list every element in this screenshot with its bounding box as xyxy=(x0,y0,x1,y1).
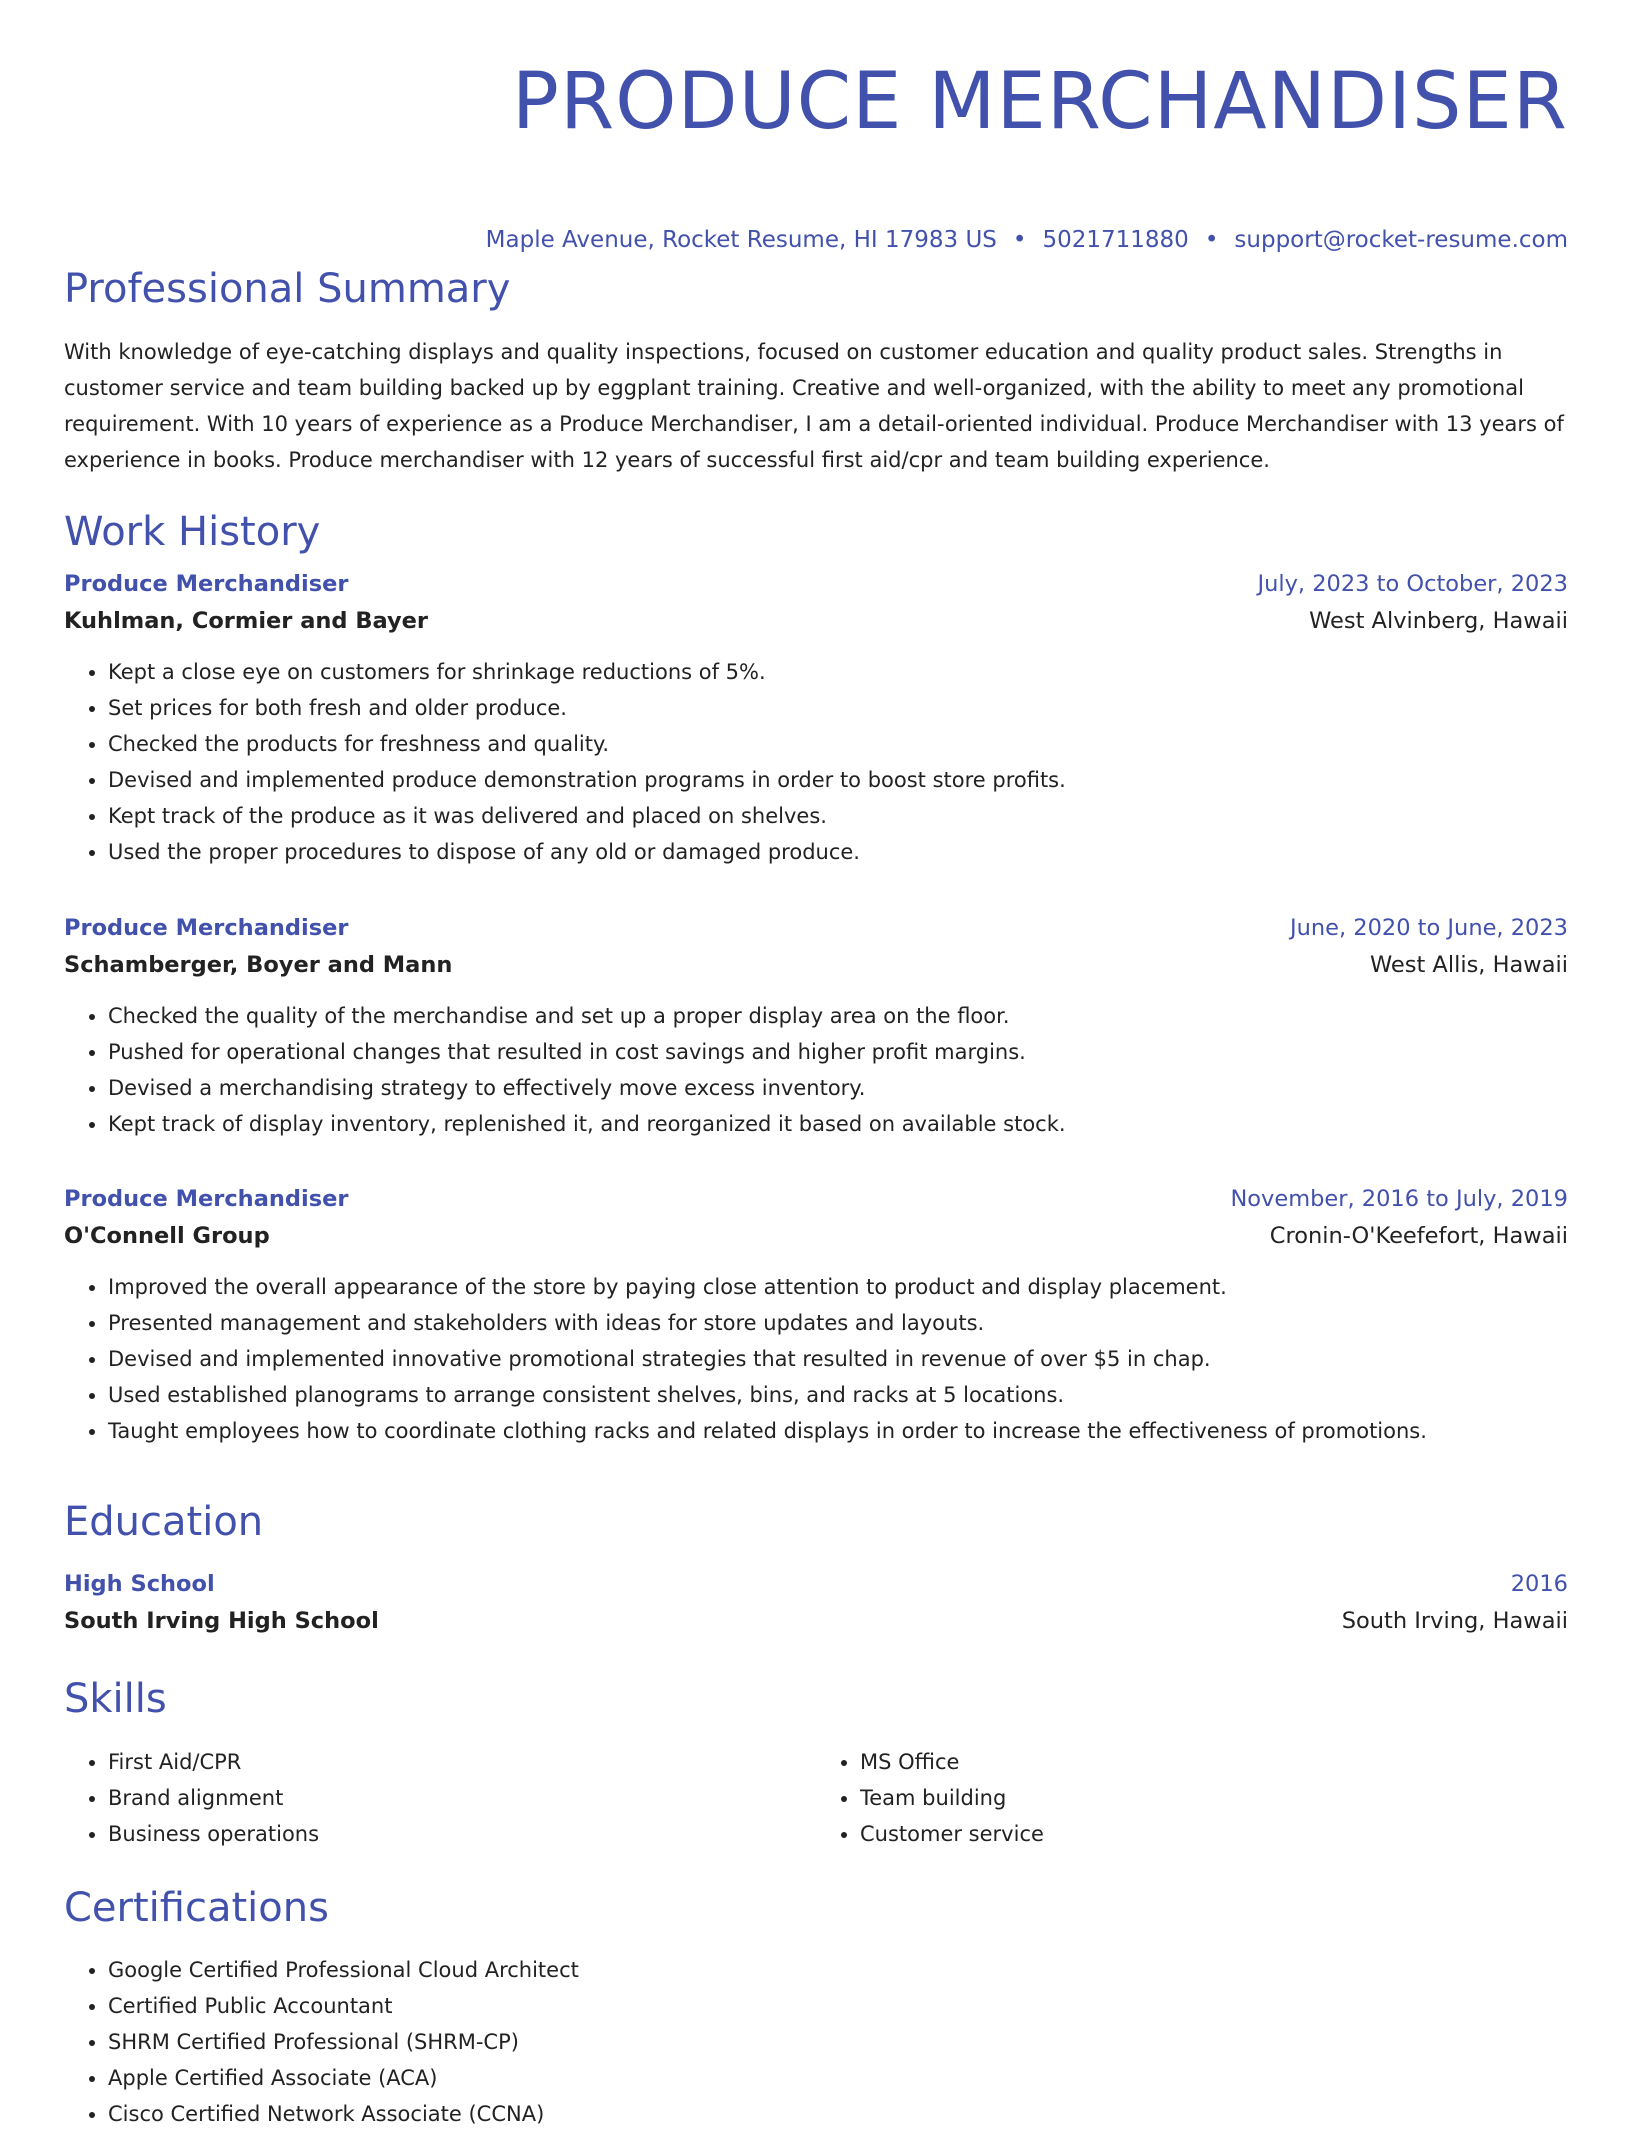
list-item: • Used established planograms to arrange consistent shelves, bins, and racks at 5 locations. xyxy=(108,1377,1568,1413)
skills-column-left xyxy=(64,1744,816,1852)
job-dates: July, 2023 to October, 2023 xyxy=(1257,571,1568,597)
skills-heading: Skills xyxy=(64,1676,167,1722)
job-entry xyxy=(64,910,1568,1142)
school-location: South Irving, Hawaii xyxy=(1341,1608,1568,1634)
degree-title: High School xyxy=(64,1571,215,1597)
summary-text: With knowledge of eye-catching displays and quality inspections, focused on customer education and quality product sales. Strengths in customer service and team building backed up by eggplant training. Creative and well-organized, with the ability to meet any promotional requirement. With 10 years of experience as a Produce Merchandiser, I am a detail-oriented individual. Produce Merchandiser with 13 years of experience in books. Produce merchandiser with 12 years of successful first aid/cpr and team building experience. xyxy=(64,340,1564,472)
separator-dot: • xyxy=(1204,227,1219,253)
phone-text: 5021711880 xyxy=(1042,227,1189,253)
certification-item: • SHRM Certified Professional (SHRM-CP) xyxy=(108,2024,1568,2060)
skills-grid xyxy=(64,1744,1568,1852)
education-entry xyxy=(64,1566,1568,1640)
candidate-name: PRODUCE MERCHANDISER xyxy=(511,57,1568,147)
skills-column-right xyxy=(816,1744,1568,1852)
list-item: • Checked the products for freshness and quality. xyxy=(108,726,1568,762)
list-item: • Used the proper procedures to dispose of any old or damaged produce. xyxy=(108,834,1568,870)
list-item: • Devised a merchandising strategy to effectively move excess inventory. xyxy=(108,1070,1568,1106)
skill-item: • First Aid/CPR xyxy=(108,1744,816,1780)
skill-item: • Team building xyxy=(860,1780,1568,1816)
work-history-heading: Work History xyxy=(64,509,321,555)
job-location: Cronin-O'Keefefort, Hawaii xyxy=(1269,1223,1568,1249)
certifications-bullets xyxy=(64,1952,1568,2132)
job-title: Produce Merchandiser xyxy=(64,571,349,597)
list-item: • Improved the overall appearance of the store by paying close attention to product and display placement. xyxy=(108,1269,1568,1305)
job-title: Produce Merchandiser xyxy=(64,915,349,941)
education-heading: Education xyxy=(64,1499,264,1545)
job-title: Produce Merchandiser xyxy=(64,1186,349,1212)
job-bullets xyxy=(64,1269,1568,1449)
certification-item: • Certified Public Accountant xyxy=(108,1988,1568,2024)
skill-item: • Business operations xyxy=(108,1816,816,1852)
list-item: • Pushed for operational changes that resulted in cost savings and higher profit margins. xyxy=(108,1034,1568,1070)
email-link[interactable]: support@rocket-resume.com xyxy=(1234,227,1568,253)
address-text: Maple Avenue, Rocket Resume, HI 17983 US xyxy=(485,227,997,253)
list-item: • Presented management and stakeholders with ideas for store updates and layouts. xyxy=(108,1305,1568,1341)
job-location: West Allis, Hawaii xyxy=(1369,952,1568,978)
separator-dot: • xyxy=(1012,227,1027,253)
summary-heading: Professional Summary xyxy=(64,266,511,312)
school-name: South Irving High School xyxy=(64,1608,379,1634)
list-item: • Checked the quality of the merchandise and set up a proper display area on the floor. xyxy=(108,998,1568,1034)
job-bullets xyxy=(64,998,1568,1142)
job-location: West Alvinberg, Hawaii xyxy=(1309,608,1568,634)
graduation-year: 2016 xyxy=(1510,1571,1568,1597)
contact-line xyxy=(64,224,1568,256)
certification-item: • Cisco Certified Network Associate (CCNA) xyxy=(108,2096,1568,2132)
list-item: • Kept a close eye on customers for shrinkage reductions of 5%. xyxy=(108,654,1568,690)
list-item: • Kept track of the produce as it was delivered and placed on shelves. xyxy=(108,798,1568,834)
certification-item: • Google Certified Professional Cloud Architect xyxy=(108,1952,1568,1988)
job-bullets xyxy=(64,654,1568,870)
list-item: • Devised and implemented produce demonstration programs in order to boost store profits. xyxy=(108,762,1568,798)
certification-item: • Apple Certified Associate (ACA) xyxy=(108,2060,1568,2096)
list-item: • Taught employees how to coordinate clothing racks and related displays in order to increase the effectiveness of promotions. xyxy=(108,1413,1568,1449)
skill-item: • Brand alignment xyxy=(108,1780,816,1816)
job-company: Schamberger, Boyer and Mann xyxy=(64,952,453,978)
skill-item: • Customer service xyxy=(860,1816,1568,1852)
job-dates: June, 2020 to June, 2023 xyxy=(1289,915,1568,941)
certifications-heading: Certifications xyxy=(64,1885,329,1931)
job-company: Kuhlman, Cormier and Bayer xyxy=(64,608,429,634)
resume-header xyxy=(64,0,1568,256)
skill-item: • MS Office xyxy=(860,1744,1568,1780)
job-dates: November, 2016 to July, 2019 xyxy=(1230,1186,1568,1212)
certifications-list xyxy=(64,1952,1568,2132)
job-entry xyxy=(64,1181,1568,1449)
list-item: • Devised and implemented innovative promotional strategies that resulted in revenue of over $5 in chap. xyxy=(108,1341,1568,1377)
job-entry xyxy=(64,566,1568,870)
job-company: O'Connell Group xyxy=(64,1223,270,1249)
list-item: • Kept track of display inventory, replenished it, and reorganized it based on available stock. xyxy=(108,1106,1568,1142)
list-item: • Set prices for both fresh and older produce. xyxy=(108,690,1568,726)
